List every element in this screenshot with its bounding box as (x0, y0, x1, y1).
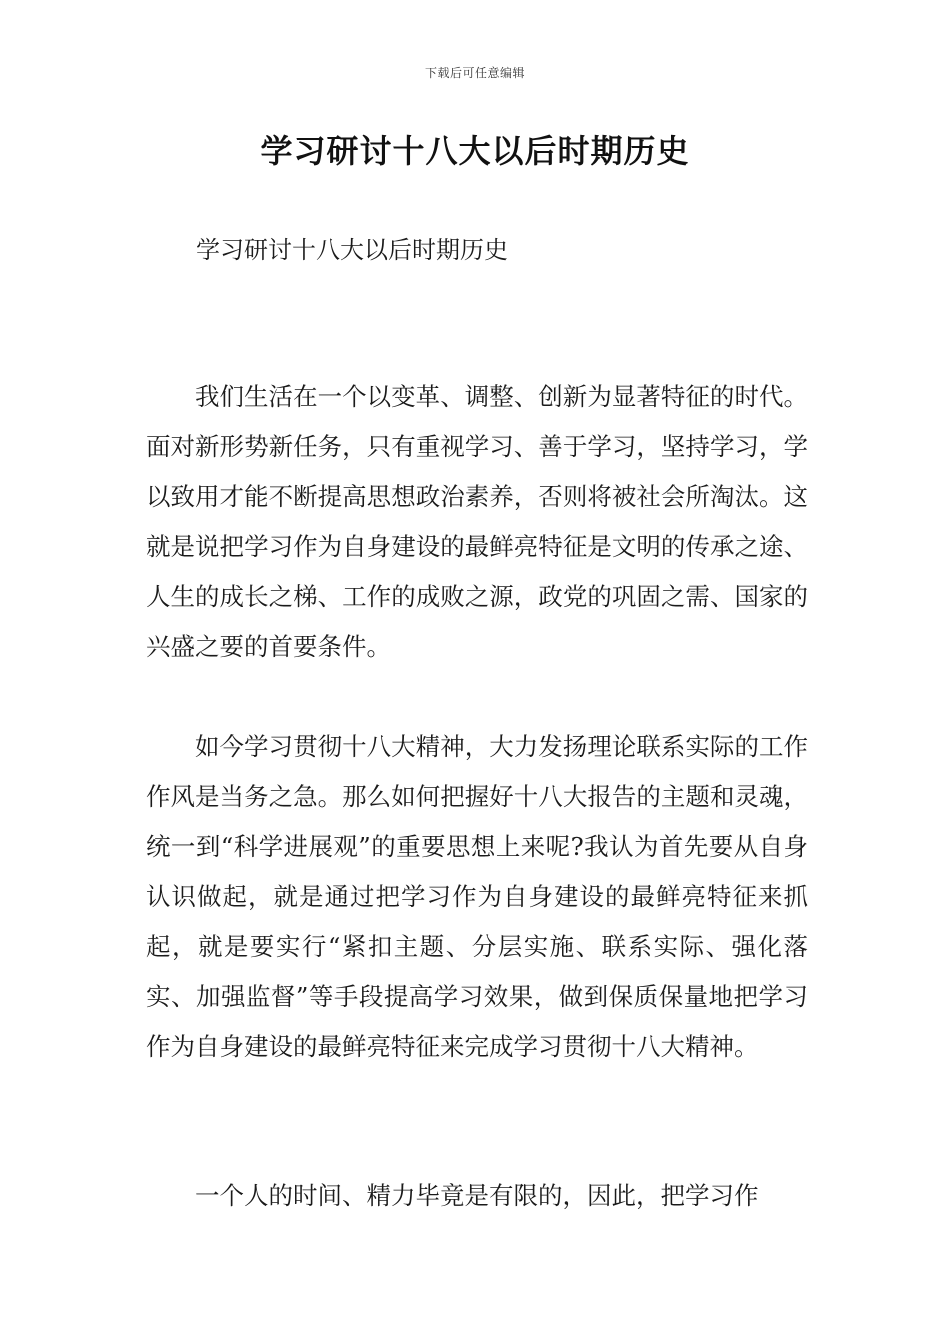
header-note: 下载后可任意编辑 (424, 66, 525, 80)
document-subtitle: 学习研讨十八大以后时期历史 (196, 236, 508, 264)
paragraph-2: 如今学习贯彻十八大精神，大力发扬理论联系实际的工作作风是当务之急。那么如何把握好十八大报告的主题和灵魂，统一到“科学进展观”的重要思想上来呢?我认为首先要从自身认识做起，就是通过把学习作为自身建设的最鲜亮特征来抓起，就是要实行“紧扣主题、分层实施、联系实际、强化落实、加强监督”等手段提高学习效果，做到保质保量地把学习作为自身建设的最鲜亮特征来完成学习贯彻十八大精神。 (146, 732, 808, 1061)
paragraph-3: 一个人的时间、精力毕竟是有限的，因此，把学习作 (195, 1181, 759, 1210)
paragraph-1: 我们生活在一个以变革、调整、创新为显著特征的时代。面对新形势新任务，只有重视学习、善于学习，坚持学习，学以致用才能不断提高思想政治素养，否则将被社会所淘汰。这就是说把学习作为自身建设的最鲜亮特征是文明的传承之途、人生的成长之梯、工作的成败之源，政党的巩固之需、国家的兴盛之要的首要条件。 (146, 382, 808, 661)
document-title: 学习研讨十八大以后时期历史 (260, 132, 690, 170)
